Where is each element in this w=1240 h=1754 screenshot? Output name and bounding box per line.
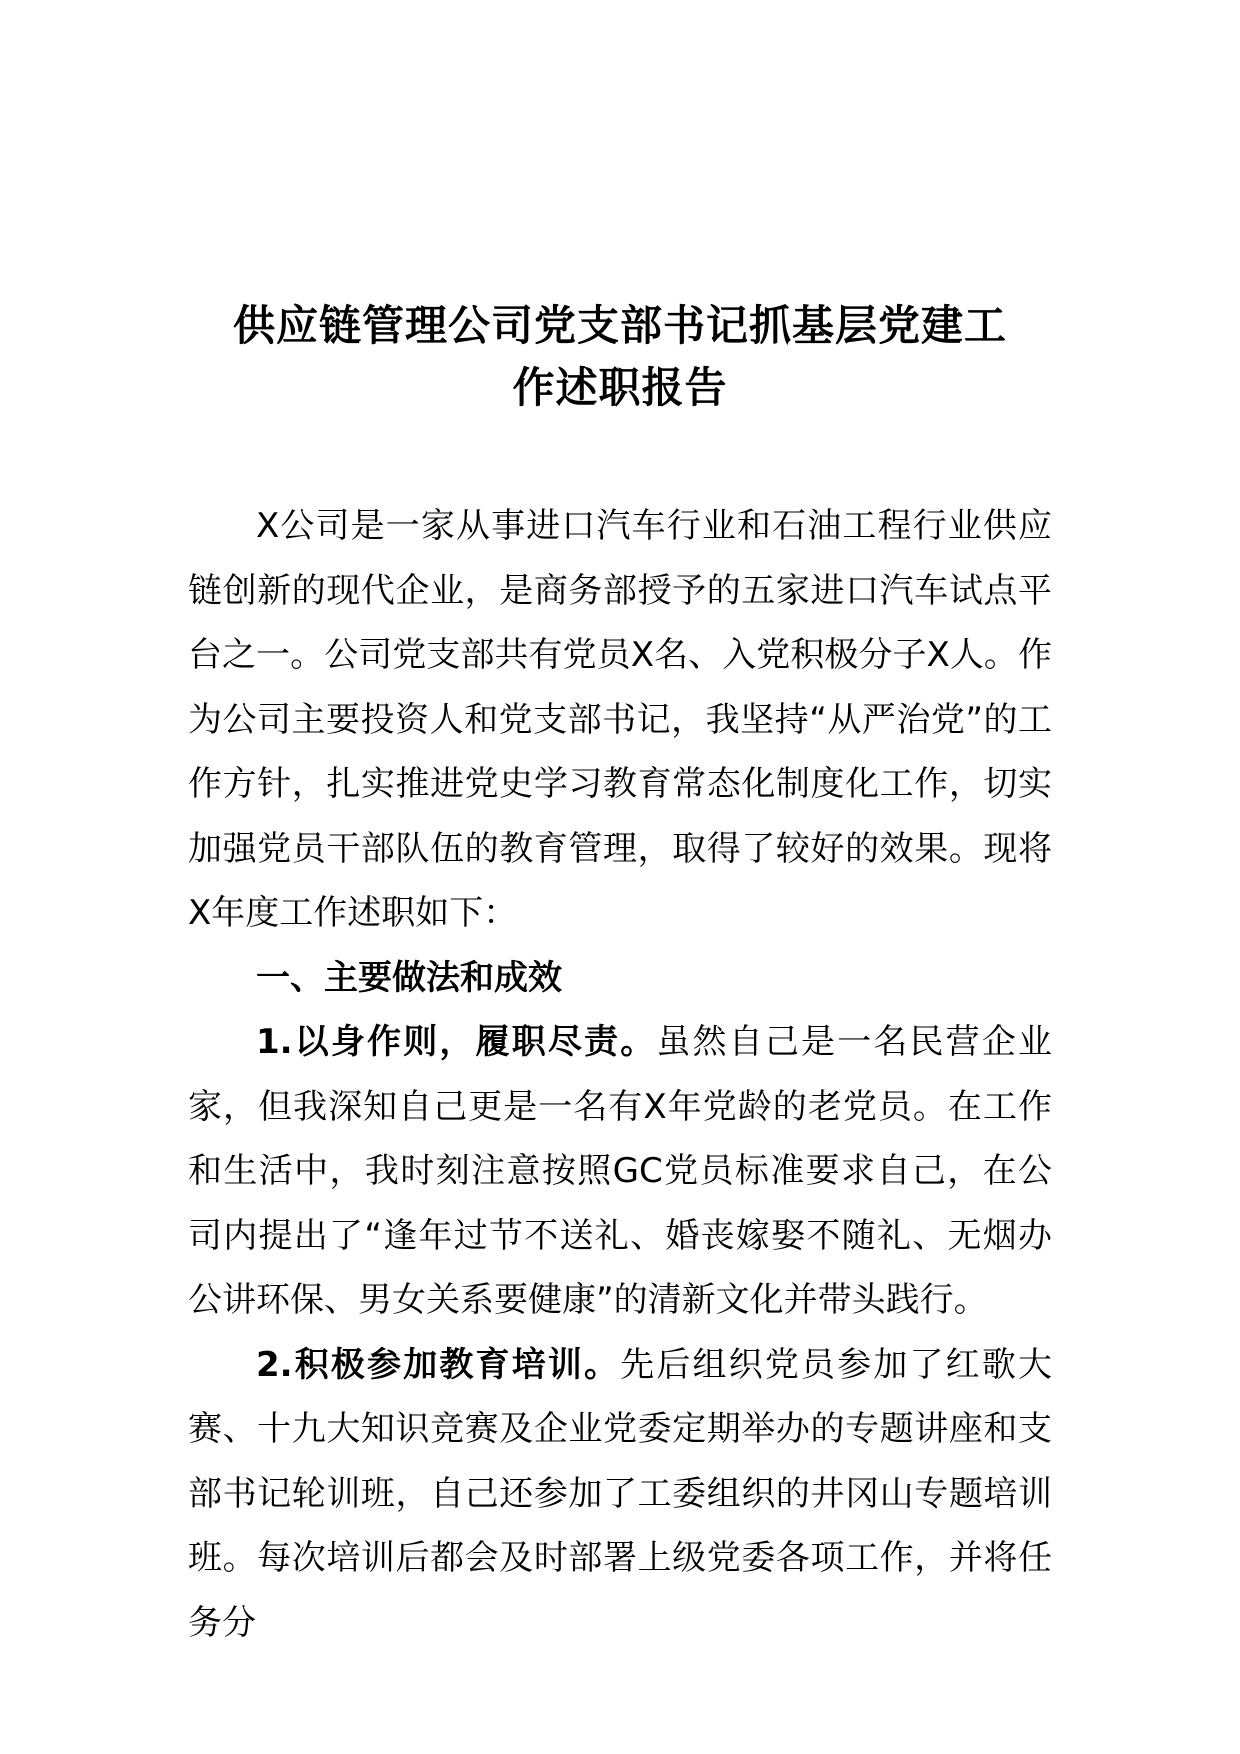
title-line-1: 供应链管理公司党支部书记抓基层党建工 xyxy=(232,301,1007,350)
item-2-lead: 2.积极参加教育培训。 xyxy=(256,1344,621,1385)
document-title xyxy=(150,295,1090,419)
item-2-paragraph xyxy=(188,1333,1052,1656)
intro-paragraph: X公司是一家从事进口汽车行业和石油工程行业供应链创新的现代企业，是商务部授予的五家进口汽车试点平台之一。公司党支部共有党员X名、入党积极分子X人。作为公司主要投资人和党支部书记，我坚持“从严治党”的工作方针，扎实推进党史学习教育常态化制度化工作，切实加强党员干部队伍的教育管理，取得了较好的效果。现将X年度工作述职如下： xyxy=(188,506,1052,933)
item-1-paragraph xyxy=(188,1010,1052,1333)
item-2-text: 先后组织党员参加了红歌大赛、十九大知识竞赛及企业党委定期举办的专题讲座和支部书记轮训班，自己还参加了工委组织的井冈山专题培训班。每次培训后都会及时部署上级党委各项工作，并将任务分 xyxy=(188,1344,1052,1643)
section-heading: 一、主要做法和成效 xyxy=(256,957,562,998)
item-1-lead: 1.以身作则，履职尽责。 xyxy=(256,1022,657,1062)
document-body xyxy=(188,494,1052,1655)
title-line-2: 作述职报告 xyxy=(512,363,728,412)
item-1-text: 虽然自己是一名民营企业家，但我深知自己更是一名有X年党龄的老党员。在工作和生活中，我时刻注意按照GC党员标准要求自己，在公司内提出了“逢年过节不送礼、婚丧嫁娶不随礼、无烟办公讲环保、男女关系要健康”的清新文化并带头践行。 xyxy=(188,1022,1053,1320)
